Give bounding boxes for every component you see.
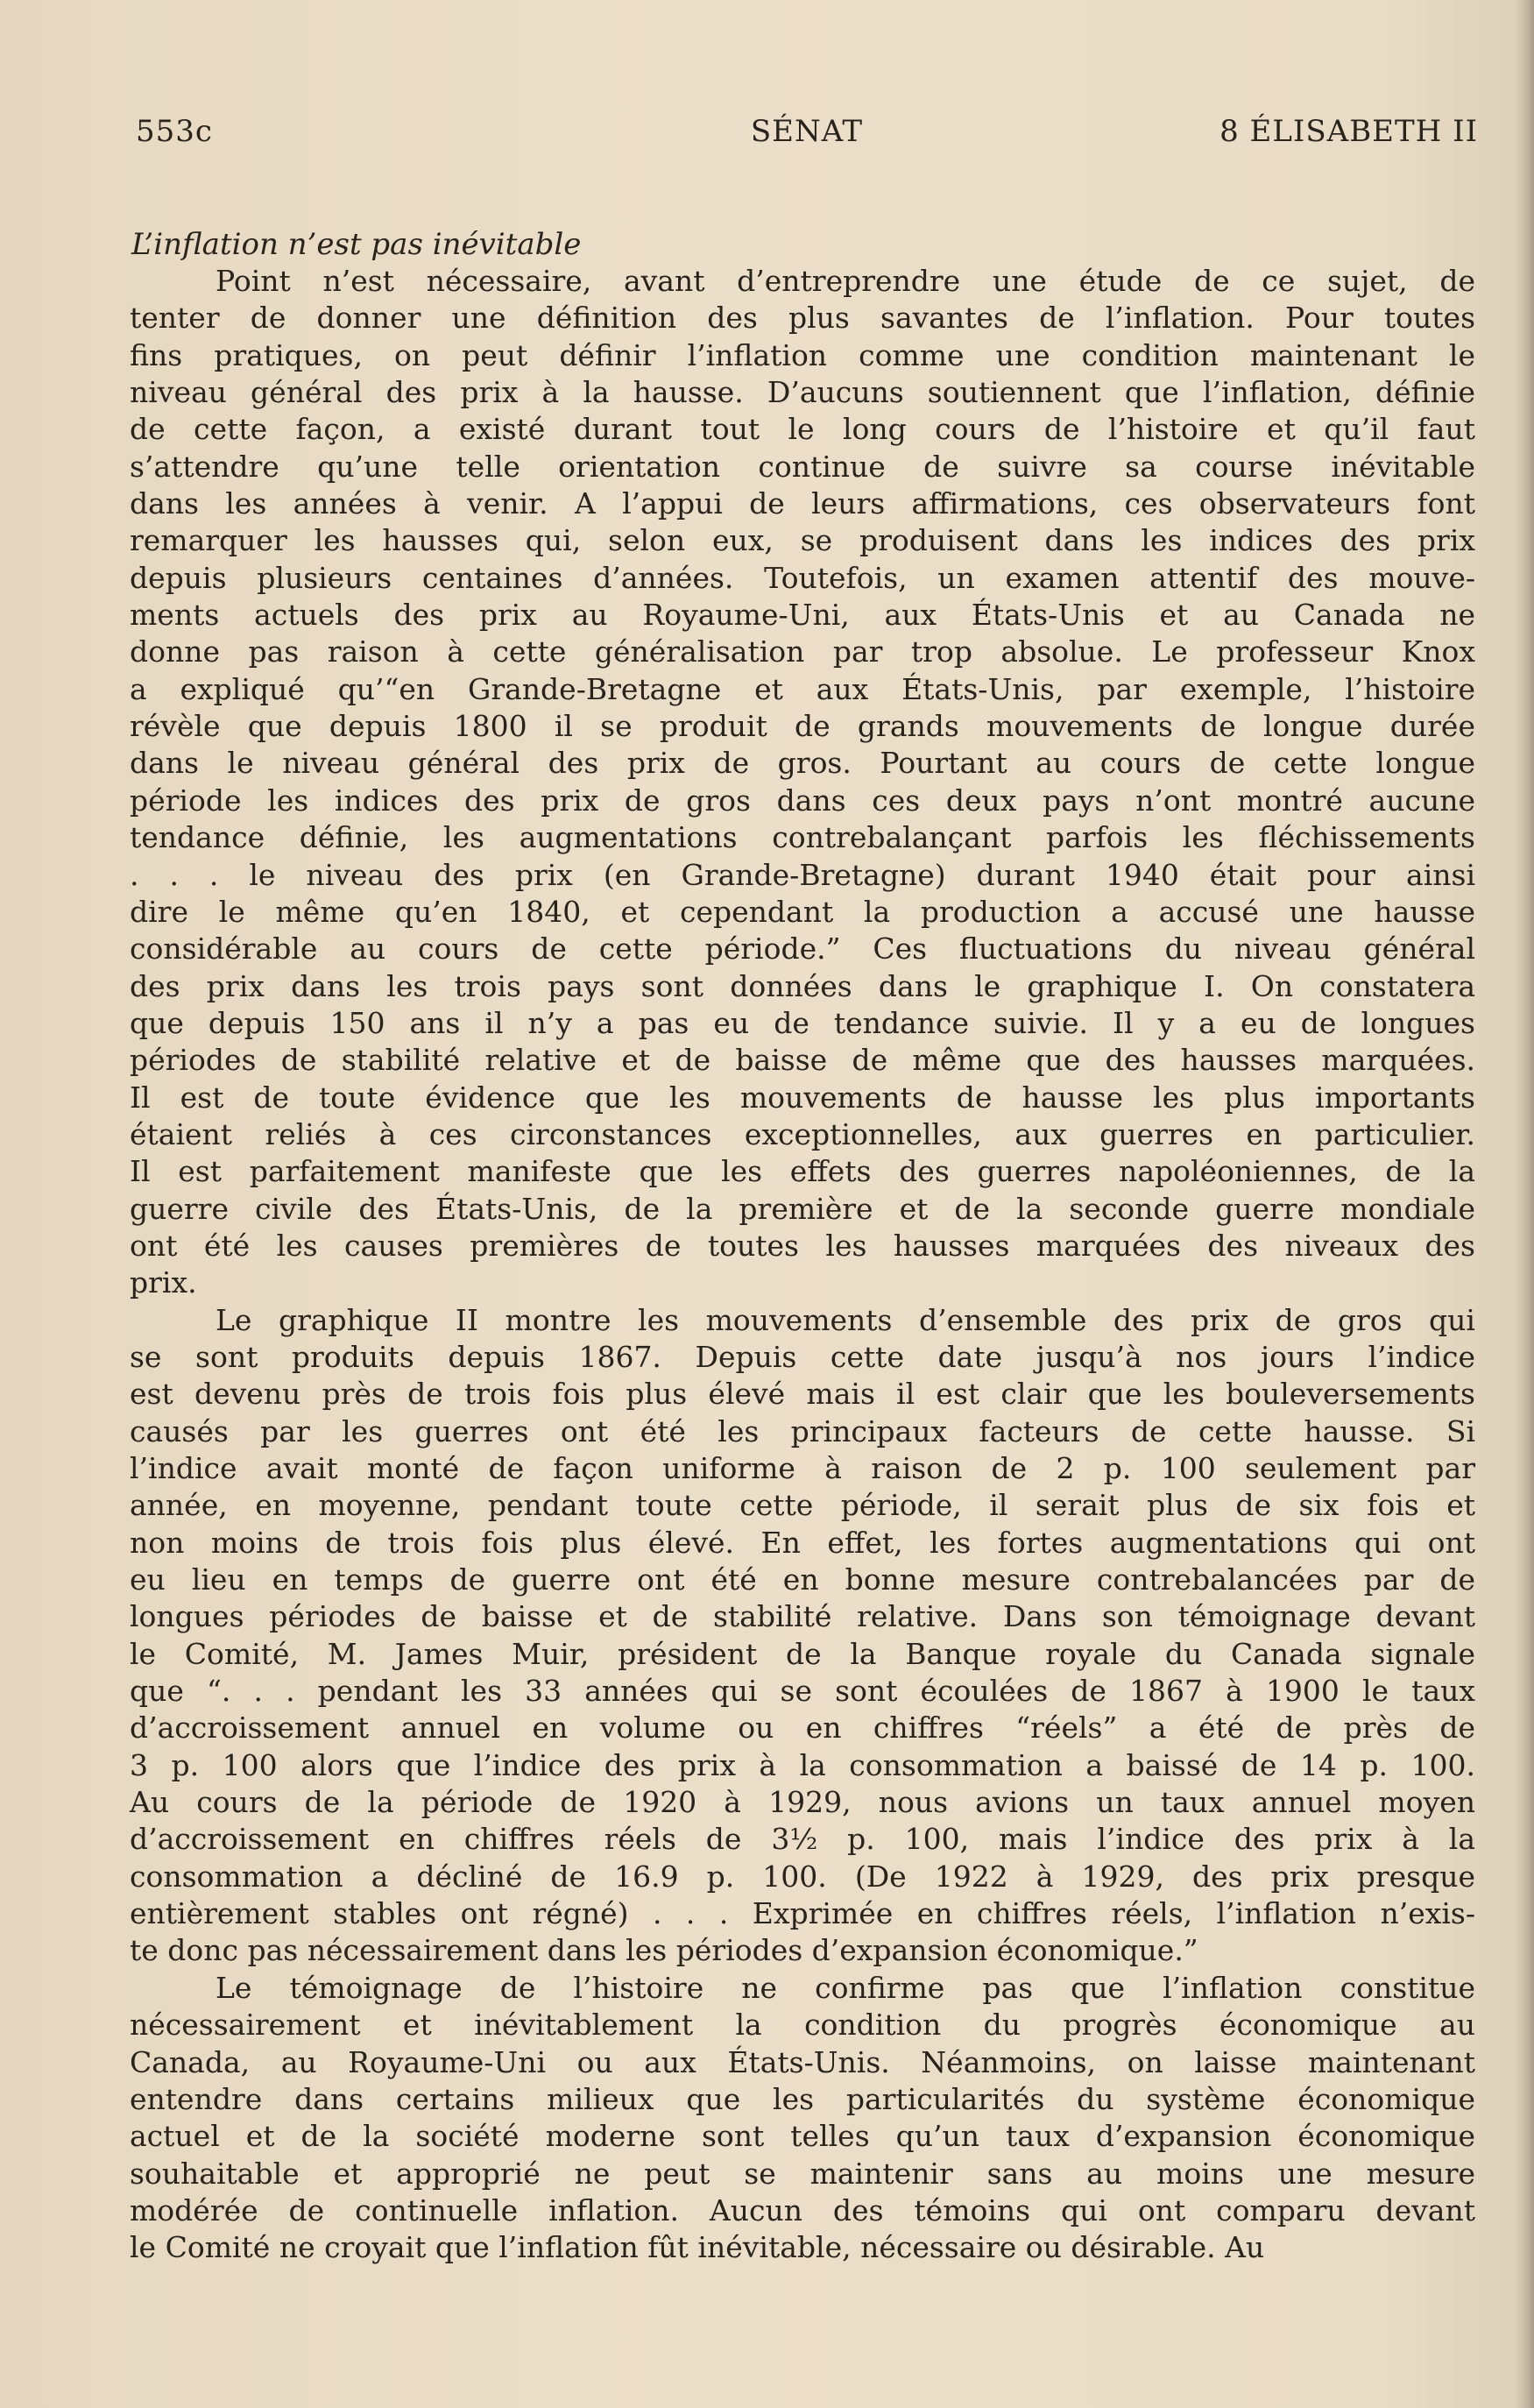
text-line: tendance définie, les augmentations contrebalançant parfois les fléchissements [130,820,1475,855]
header-session: 8 ÉLISABETH II [1219,114,1478,149]
text-line: dans le niveau général des prix de gros. Pourtant au cours de cette longue [130,746,1475,781]
text-line: l’indice avait monté de façon uniforme à raison de 2 p. 100 seulement par [130,1451,1475,1485]
text-line: année, en moyenne, pendant toute cette période, il serait plus de six fois et [130,1488,1475,1523]
text-line: donne pas raison à cette généralisation par trop absolue. Le professeur Knox [130,634,1475,669]
text-line: Le témoignage de l’histoire ne confirme pas que l’inflation constitue [216,1970,1475,2005]
text-line: eu lieu en temps de guerre ont été en bonne mesure contrebalancées par de [130,1562,1475,1597]
text-line: fins pratiques, on peut définir l’inflation comme une condition maintenant le [130,337,1475,372]
text-line: Le graphique II montre les mouvements d’ensemble des prix de gros qui [216,1302,1475,1337]
text-line: considérable au cours de cette période.” Ces fluctuations du niveau général [130,931,1475,967]
text-line: non moins de trois fois plus élevé. En effet, les fortes augmentations qui ont [130,1525,1475,1560]
text-line: entièrement stables ont régné) . . . Exprimée en chiffres réels, l’inflation n’exis- [130,1896,1475,1931]
text-line: de cette façon, a existé durant tout le long cours de l’histoire et qu’il faut [130,412,1475,447]
text-line: révèle que depuis 1800 il se produit de grands mouvements de longue durée [130,709,1475,744]
text-line: se sont produits depuis 1867. Depuis cette date jusqu’à nos jours l’indice [130,1339,1475,1374]
page-header [136,114,1478,158]
text-line: niveau général des prix à la hausse. D’aucuns soutiennent que l’inflation, définie [130,375,1475,410]
paragraph-2 [130,1302,1475,1970]
header-title: SÉNAT [750,114,864,149]
text-line: dans les années à venir. A l’appui de leurs affirmations, ces observateurs font [130,486,1475,521]
text-line: entendre dans certains milieux que les particularités du système économique [130,2081,1475,2116]
text-line: consommation a décliné de 16.9 p. 100. (De 1922 à 1929, des prix presque [130,1859,1475,1894]
text-line: causés par les guerres ont été les principaux facteurs de cette hausse. Si [130,1413,1475,1448]
text-line: périodes de stabilité relative et de baisse de même que des hausses marquées. [130,1043,1475,1078]
text-line: ments actuels des prix au Royaume-Uni, aux États-Unis et au Canada ne [130,598,1475,633]
text-line: dire le même qu’en 1840, et cependant la production a accusé une hausse [130,894,1475,929]
paragraph-1 [130,263,1475,1302]
document-body [130,226,1475,2267]
text-line: le Comité, M. James Muir, président de la Banque royale du Canada signale [130,1636,1475,1671]
text-line: tenter de donner une définition des plus savantes de l’inflation. Pour toutes [130,301,1475,336]
text-line: depuis plusieurs centaines d’années. Toutefois, un examen attentif des mouve- [130,560,1475,595]
text-line: a expliqué qu’“en Grande-Bretagne et aux États-Unis, par exemple, l’histoire [130,671,1475,706]
text-line: . . . le niveau des prix (en Grande-Bretagne) durant 1940 était pour ainsi [130,857,1475,892]
text-line: s’attendre qu’une telle orientation continue de suivre sa course inévitable [130,449,1475,484]
text-line: Il est de toute évidence que les mouvements de hausse les plus importants [130,1080,1475,1115]
text-line: période les indices des prix de gros dans ces deux pays n’ont montré aucune [130,783,1475,818]
text-line: Au cours de la période de 1920 à 1929, nous avions un taux annuel moyen [130,1785,1475,1820]
text-line: que depuis 150 ans il n’y a pas eu de tendance suivie. Il y a eu de longues [130,1005,1475,1040]
text-line: te donc pas nécessairement dans les périodes d’expansion économique.” [130,1933,1198,1968]
text-line: Point n’est nécessaire, avant d’entreprendre une étude de ce sujet, de [216,264,1475,298]
text-line: le Comité ne croyait que l’inflation fût inévitable, nécessaire ou désirable. Au [130,2230,1265,2265]
text-line: prix. [130,1265,197,1300]
paragraphs [130,263,1475,2267]
text-line: des prix dans les trois pays sont données dans le graphique I. On constatera [130,968,1475,1003]
page-number: 553c [136,114,213,149]
section-heading: L’inflation n’est pas inévitable [131,227,582,262]
text-line: guerre civile des États-Unis, de la première et de la seconde guerre mondiale [130,1191,1475,1226]
text-line: ont été les causes premières de toutes les hausses marquées des niveaux des [130,1228,1475,1263]
text-line: actuel et de la société moderne sont telles qu’un taux d’expansion économique [130,2119,1475,2154]
text-line: modérée de continuelle inflation. Aucun des témoins qui ont comparu devant [130,2192,1475,2227]
text-line: remarquer les hausses qui, selon eux, se produisent dans les indices des prix [130,523,1475,558]
text-line: 3 p. 100 alors que l’indice des prix à la consommation a baissé de 14 p. 100. [130,1747,1475,1782]
text-line: d’accroissement annuel en volume ou en chiffres “réels” a été de près de [130,1710,1475,1746]
paragraph-3 [130,1970,1475,2267]
text-line: que “. . . pendant les 33 années qui se sont écoulées de 1867 à 1900 le taux [130,1674,1475,1709]
text-line: souhaitable et approprié ne peut se maintenir sans au moins une mesure [130,2156,1475,2191]
text-line: étaient reliés à ces circonstances exceptionnelles, aux guerres en particulier. [130,1116,1475,1151]
text-line: est devenu près de trois fois plus élevé mais il est clair que les bouleversements [130,1377,1475,1412]
text-line: Canada, au Royaume-Uni ou aux États-Unis. Néanmoins, on laisse maintenant [130,2044,1475,2079]
text-line: Il est parfaitement manifeste que les effets des guerres napoléoniennes, de la [130,1154,1475,1189]
text-line: nécessairement et inévitablement la condition du progrès économique au [130,2008,1475,2043]
page-edge-shadow [1515,0,1534,2408]
text-line: d’accroissement en chiffres réels de 3½ p. 100, mais l’indice des prix à la [130,1822,1475,1857]
text-line: longues périodes de baisse et de stabilité relative. Dans son témoignage devant [130,1599,1475,1634]
